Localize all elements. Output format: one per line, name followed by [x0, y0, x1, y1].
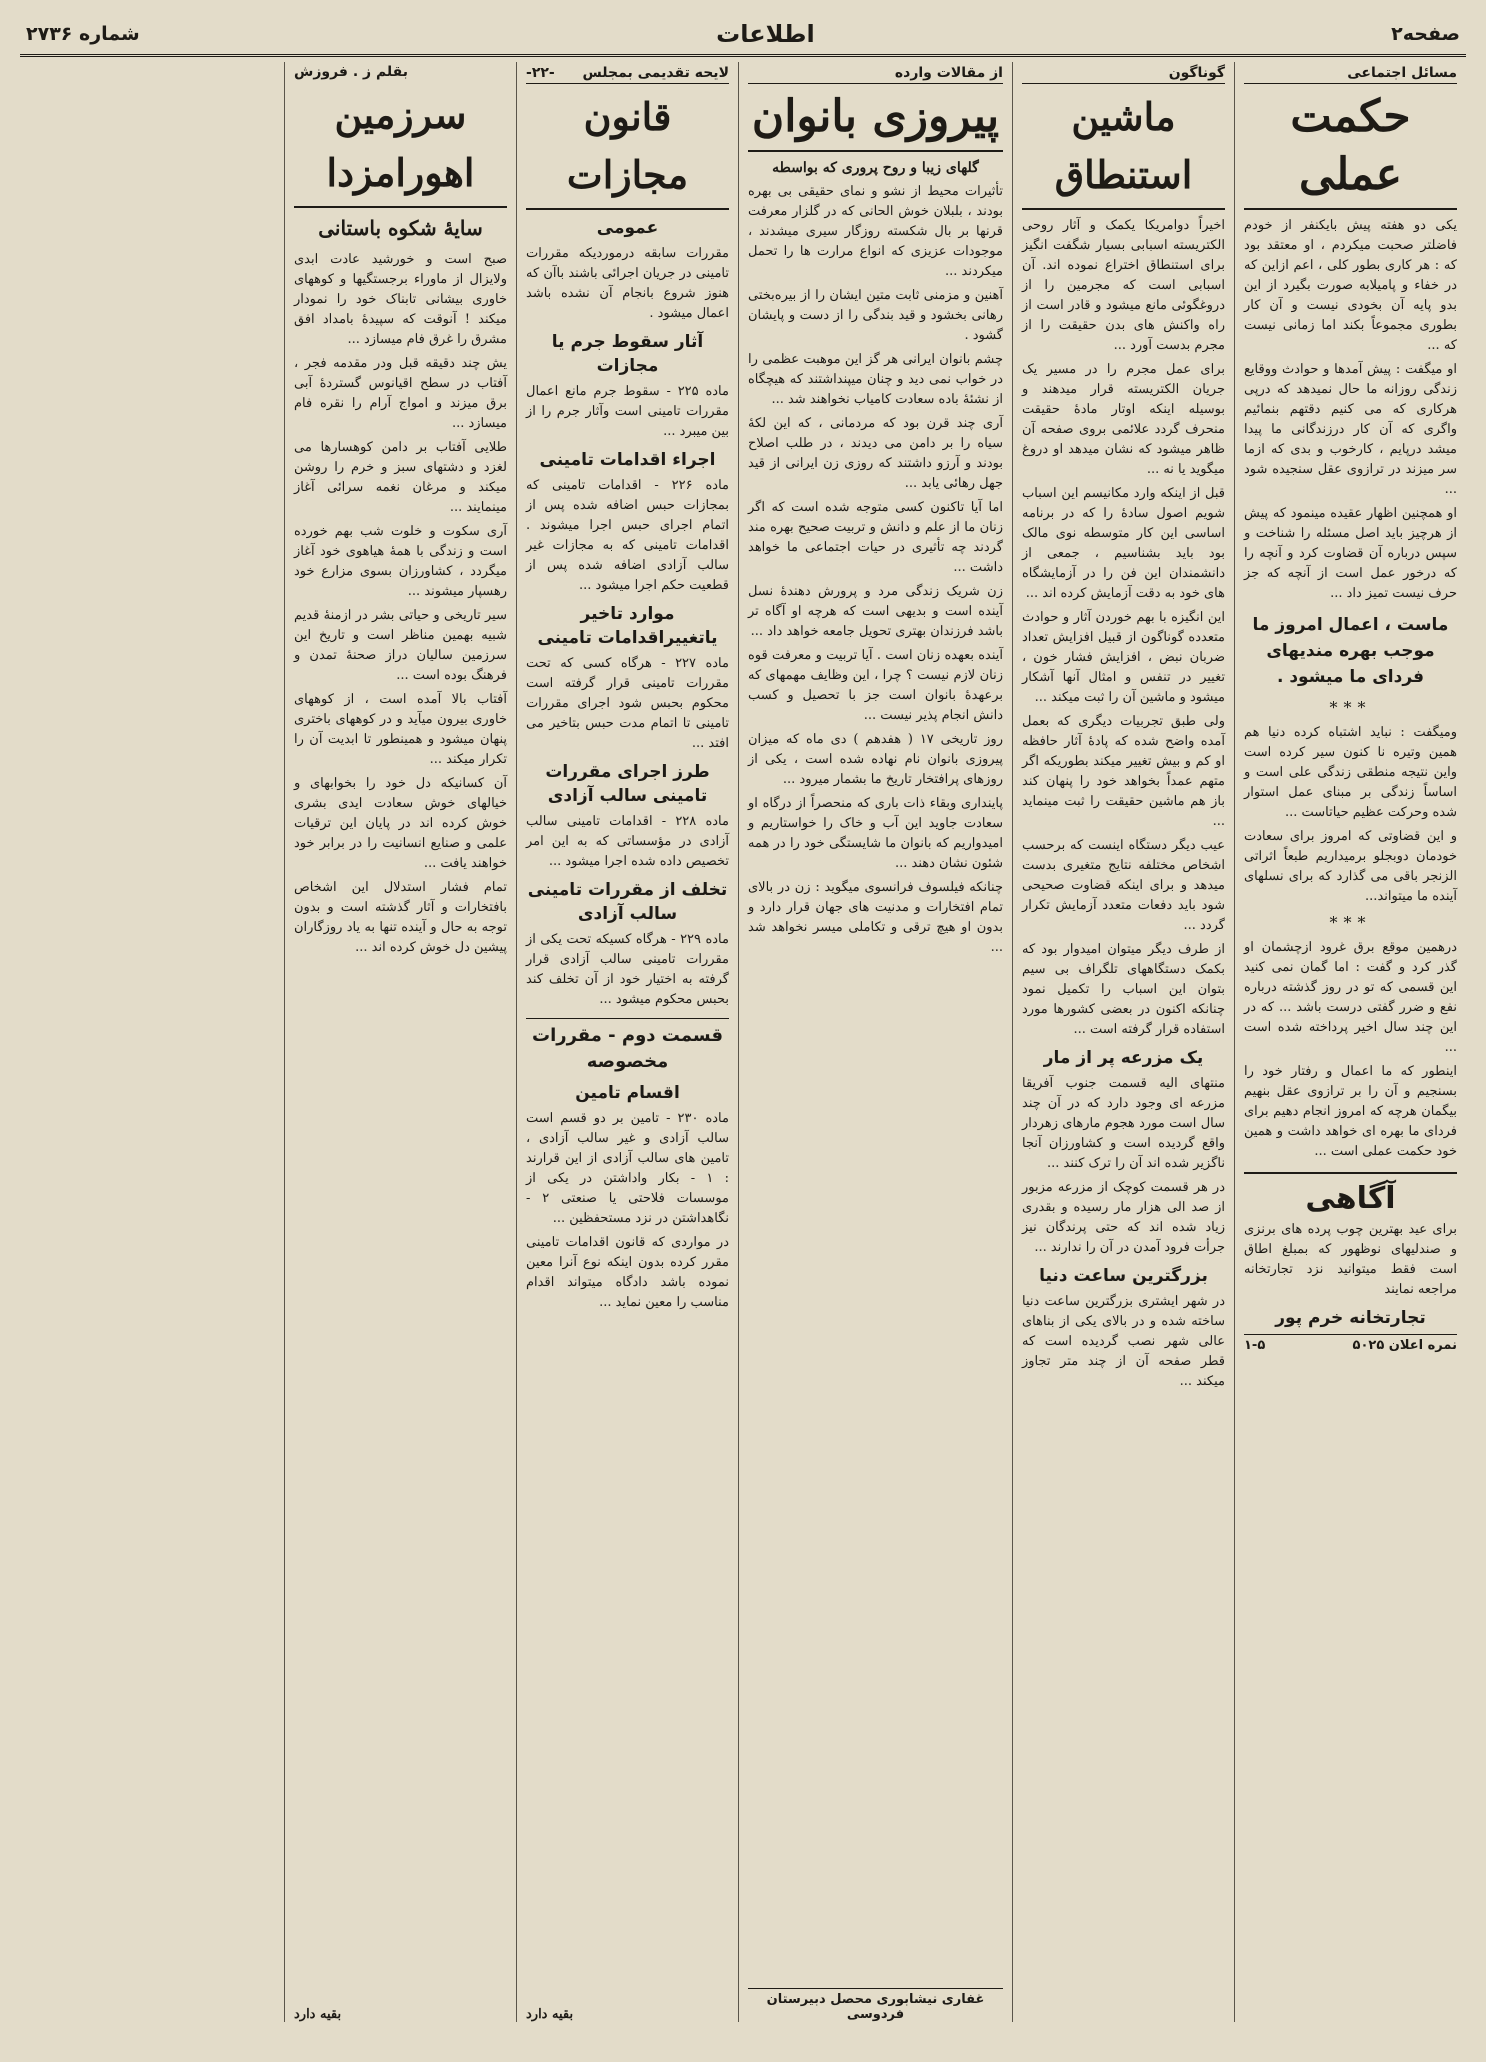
paragraph: ماده ۲۲۶ - اقدامات تامینی که بمجازات حبس اضافه شده پس از اتمام اجرای حبس اجرا میشوند . اقدامات تامینی که به مجازات غیر سالب آزادی اضافه شده پس از قطعیت حکم اجرا میشود ... [526, 478, 729, 593]
headline-interrogation-machine: ماشین استنطاق [1022, 88, 1225, 210]
paragraph: و این قضاوتی که امروز برای سعادت خودمان دوبجلو برمیداریم طبعاً اثراتی الزنجر باقی می گذارد که برای نسلهای آینده ما میتواند... [1244, 829, 1457, 904]
paragraph: قبل از اینکه وارد مکانیسم این اسباب شویم اصول سادهٔ را که در برنامه اساسی این کار متوسطه نوی مالک بود باید بشناسیم ، جمعی از دانشمندان این فن را در آزمایشگاه های خود به دقت آزمایش کرده اند ... [1022, 486, 1225, 601]
paragraph: یش چند دقیقه قبل ودر مقدمه فجر ، آفتاب در سطح اقیانوس گستردهٔ آبی برق میزند و امواج آرام را نقره فام میسازد ... [294, 356, 507, 431]
paragraph: برای عمل مجرم را در مسیر یک جریان الکتریسته قرار میدهند و بوسیله اینکه اوتار مادهٔ حقیقت منحرف گردد علائمی بروی صفحه آن ظاهر میشود که نشان میدهد او دروغ میگوید یا نه ... [1022, 362, 1225, 477]
notice-number: نمره اعلان ۵۰۲۵ [1352, 1338, 1457, 1353]
column-women-victory [738, 62, 1012, 2022]
paragraph: او همچنین اظهار عقیده مینمود که پیش از هرچیز باید اصل مسئله را شناخت و سپس درباره آن قضاوت کرد و آنچه را که درخور عمل است از آنچه که جز حرف نیست تمیز داد ... [1244, 506, 1457, 601]
article-subtitle: سایهٔ شکوه باستانی [318, 216, 483, 240]
subheading-biggest-clock: بزرگترین ساعت دنیا [1039, 1266, 1208, 1286]
paper-name: اطلاعات [716, 20, 815, 48]
paragraph: روز تاریخی ۱۷ ( هفدهم ) دی ماه که میزان پیروزی بانوان نام نهاده شده است ، یکی از روزهای پرافتخار تاریخ ما بشمار میرود ... [748, 732, 1003, 787]
paragraph: آن کسانیکه دل خود را بخوابهای و خیالهای خوش سعادت ایدی بشری خوش کرده اند در پایان این ترقیات علمی و صنایع انسانیت را در برابر خود خواهند یافت ... [294, 776, 507, 871]
column-penal-code [516, 62, 738, 2022]
paragraph: ماده ۲۲۸ - اقدامات تامینی سالب آزادی در مؤسساتی که به این امر تخصیص داده شده اجرا میشود ... [526, 814, 729, 869]
notice-text: برای عید بهترین چوب پرده های برنزی و صندلیهای نوظهور که بمبلغ اطاق است فقط میتوانید نزد تجارتخانه مراجعه نمایند [1244, 1222, 1457, 1297]
paragraph: صبح است و خورشید عادت ابدی ولایزال از ماوراء برجستگیها و کوههای خاوری بیشانی تابناک خود را نمودار میکند ! آنوقت که سپیدهٔ بامداد افق مشرق را غرق فام میسازد ... [294, 252, 507, 347]
section-kicker: از مقالات وارده [748, 62, 1003, 84]
paragraph: مقررات سابقه درموردیکه مقررات تامینی در جریان اجرائی باشند باآن که هنوز شروع بانجام آن نشده باشد اعمال میشود . [526, 246, 729, 321]
paragraph: چنانکه فیلسوف فرانسوی میگوید : زن در بالای تمام افتخارات و مدنیت های جهان قرار دارد و بدون او هیچ ترقی و تکاملی میسر نخواهد شد ... [748, 880, 1003, 955]
section-kicker: گوناگون [1022, 62, 1225, 84]
notice-company: تجارتخانه خرم پور [1275, 1308, 1426, 1328]
section-heading: تخلف از مقررات تامینی سالب آزادی [527, 880, 728, 924]
paragraph: تأثیرات محیط از نشو و نمای حقیقی بی بهره بودند ، بلبلان خوش الحانی که در گلزار معرفت قرنها بر بال شکسته روزگار سیری میشدند ، موجودات عزیزی که انواع مرارت ها را تحمل میکردند ... [748, 184, 1003, 279]
paragraph: این انگیزه با بهم خوردن آثار و حوادث متعدده گوناگون از قبیل افزایش تعداد ضربان نبض ، افزایش فشار خون ، تغییر در تنفس و امثال آنها آشکار میشود و ماشین آن را ثبت میکند ... [1022, 610, 1225, 705]
continued-note: بقیه دارد [294, 2007, 342, 2022]
paragraph: چشم بانوان ایرانی هر گز این موهبت عظمی را در خواب نمی دید و چنان میپنداشتند که هیچگاه از نشئهٔ باده سعادت کامیاب نخواهند شد ... [748, 352, 1003, 407]
section-kicker [526, 62, 729, 84]
headline-penal-code: قانون مجازات [526, 88, 729, 210]
pull-quote: ماست ، اعمال امروز ما موجب بهره مندیهای فردای ما میشود . [1252, 615, 1449, 687]
kicker-number: -۲۲- [526, 65, 555, 81]
paragraph: یکی دو هفته پیش بایکنفر از خودم فاضلتر صحبت میکردم ، او معتقد بود که : هر کاری بطور کلی ، اعم ازاین که در خفاء و پامیلابه صورت بگیرد از این بدو پایه آن بخودی نیست و آن کار بطوری مجموعاً بکند اما زمانی نیست که ... [1244, 218, 1457, 353]
headline-land-of-ahura: سرزمین اهورامزدا [294, 86, 507, 208]
notice-code: ۱-۵ [1244, 1338, 1266, 1353]
paragraph: در هر قسمت کوچک از مزرعه مزبور از صد الی هزار مار رسیده و بقدری زیاد شده اند که حتی پرندگان نیز جرأت فرود آمدن در آن را ندارند ... [1022, 1180, 1225, 1255]
columns [20, 62, 1466, 2022]
section-kicker: مسائل اجتماعی [1244, 62, 1457, 84]
paragraph: آهنین و مزمنی ثابت متین ایشان را از بیره‌بختی رهانی بخشود و قید بندگی را از دست و پایشان گشود . [748, 288, 1003, 343]
masthead [20, 14, 1466, 57]
paragraph: اخیراً دوامریکا یکمک و آثار روحی الکتریسته اسبابی بسیار شگفت انگیز برای استنطاق اختراع نموده اند. آن اسبابی است که مجرمین را از دروغگوئی مانع میشود و قادر است از راه واکنش های بدن حقیقت را از مجرم بدست آورد ... [1022, 218, 1225, 353]
paragraph: ماده ۲۳۰ - تامین بر دو قسم است سالب آزادی و غیر سالب آزادی ، تامین های سالب آزادی از این قرارند : ۱ - بکار واداشتن در یکی از موسسات فلاحتی یا صنعتی ۲ - نگاهداشتن در نزد مستحفظین ... [526, 1111, 730, 1226]
paragraph: ماده ۲۲۵ - سقوط جرم مانع اعمال مقررات تامینی است وآثار جرم را از بین میبرد ... [526, 384, 729, 439]
notice-title: آگاهی [1244, 1172, 1457, 1220]
page-label: صفحه۲ [1391, 23, 1460, 45]
newspaper-page [20, 14, 1466, 2022]
paragraph: عیب دیگر دستگاه اینست که برحسب اشخاص مختلفه نتایج متغیری بدست میدهد و برای اینکه قضاوت صحیحی شود باید دفعات متعدد آزمایش تکرار گردد ... [1022, 838, 1225, 933]
paragraph: در شهر ایشتری بزرگترین ساعت دنیا ساخته شده و در بالای یکی از بناهای عالی شهر نصب گردیده است که قطر صفحه آن از چند متر تجاوز میکند ... [1022, 1294, 1225, 1389]
paragraph: پاینداری وبقاء ذات باری که منحصراً از درگاه او سعادت جاوید این آب و خاک را خواستاریم و امیدواریم که بانوان ما شایستگی خود را در همه شئون نشان دهند ... [748, 796, 1003, 871]
separator-stars: *** [1329, 913, 1372, 932]
paragraph: اینطور که ما اعمال و رفتار خود را بسنجیم و آن را بر ترازوی عقل بنهیم بیگمان هرچه که امروز انجام دهیم برای فردای ما بهره ای خواهد داشت و همین خود حکمت عملی است ... [1244, 1064, 1457, 1159]
author-signature: غفاری نیشابوری محصل دبیرستان فردوسی [748, 1988, 1003, 2022]
paragraph: سیر تاریخی و حیاتی بشر در ازمنهٔ قدیم شبیه بهمین مناظر است و تاریخ این سرزمین سالیان دراز صحنهٔ تمدن و فرهنگ بوده است ... [294, 608, 507, 683]
paragraph: آفتاب بالا آمده است ، از کوههای خاوری بیرون میآید و در کوههای باختری پنهان میشود و همینطور تا ابدیت آن را تکرار میکند ... [294, 692, 507, 767]
paragraph: در مواردی که قانون اقدامات تامینی مقرر کرده بدون اینکه نوع آنرا معین نموده باشد دادگاه میتواند اقدام مناسب را معین نماید ... [526, 1235, 729, 1310]
continued-note: بقیه دارد [526, 2007, 574, 2022]
part-heading: قسمت دوم - مقررات مخصوصه [526, 1018, 729, 1075]
column-interrogation-machine [1012, 62, 1234, 2022]
paragraph: آری سکوت و خلوت شب بهم خورده است و زندگی با همهٔ هیاهوی خود آغاز میگردد ، کشاورزان بسوی مزارع خود رهسپار میشوند ... [294, 524, 507, 599]
kicker-title: لایحه تقدیمی بمجلس [582, 65, 729, 81]
column-land-of-ahura [284, 62, 516, 2022]
separator-stars: *** [1329, 698, 1372, 717]
paragraph: او میگفت : پیش آمدها و حوادث ووقایع زندگی روزانه ما حال نمیدهد که درپی هرکاری که می کنیم دقتهم بنمائیم واگری که آن کار درزندگانی ما پیدا میشد درپایم ، کارخوب و بدی که ازما سر میزند در ترازوی عقل سنجیده شود ... [1244, 362, 1457, 497]
headline-women-victory: پیروزی بانوان [748, 88, 1003, 152]
notice-footer [1244, 1334, 1457, 1353]
issue-label: شماره ۲۷۳۶ [26, 23, 140, 45]
paragraph: ماده ۲۲۹ - هرگاه کسیکه تحت یکی از مقررات تامینی سالب آزادی قرار گرفته به اختیار خود از آن تخلف کند بحبس محکوم میشود ... [526, 932, 729, 1007]
headline-practical-wisdom: حکمت عملی [1244, 88, 1457, 210]
subheading-general: عمومی [596, 218, 659, 238]
section-heading: طرز اجرای مقررات تامینی سالب آزادی [545, 762, 710, 806]
column-practical-wisdom [1234, 62, 1466, 2022]
paragraph: ولی طبق تجربیات دیگری که بعمل آمده واضح شده که پادهٔ آثار حافظه او کم و بیش تغییر میکند بطوریکه اگر متهم عمداً بخواهد خود را پنهان کند باز هم ماشین حقیقت را ثبت مینماید ... [1022, 714, 1225, 829]
paragraph: ومیگفت : نباید اشتباه کرده دنیا هم همین وتیره نا کنون سیر کرده است واین نتیجه منطقی زندگی علی است و اساساً زندگی بر مبنای عمل استوار شده وحرکت عظیم حیاتاست ... [1244, 725, 1457, 820]
subheading-snake-farm: یک مزرعه پر از مار [1043, 1048, 1204, 1068]
section-heading: اجراء اقدامات تامینی [539, 450, 716, 470]
paragraph: طلایی آفتاب بر دامن کوهسارها می لغزد و دشتهای سبز و خرم را روشن میکند و مرغان نغمه سرائی آغاز مینمایند ... [294, 440, 507, 515]
paragraph: از طرف دیگر میتوان امیدوار بود که بکمک دستگاههای تلگراف بی سیم بتوان این اسباب را تکمیل نمود چنانکه اکنون در بعضی کشورها مورد استفاده قرار گرفته است ... [1022, 942, 1225, 1037]
paragraph: اما آیا تاکنون کسی متوجه شده است که اگر زنان ما از علم و دانش و تربیت صحیح بهره مند گردند چه تأثیری در حیات اجتماعی ما خواهد داشت ... [748, 500, 1003, 575]
paragraph: آری چند قرن بود که مردمانی ، که این لکهٔ سیاه را بر دامن می دیدند ، در طلب اصلاح بودند و آرزو داشتند که روزی زن ایرانی از قید جهل رهائی یابد ... [748, 416, 1003, 491]
article-deck: گلهای زیبا و روح پروری که بواسطه [772, 160, 979, 176]
paragraph: ماده ۲۲۷ - هرگاه کسی که تحت مقررات تامینی قرار گرفته است محکوم بحبس شود اجرای مقررات تامینی تا اتمام مدت حبس بتاخیر می افتد ... [526, 656, 729, 751]
paragraph: تمام فشار استدلال این اشخاص بافتخارات و آثار گذشته است و بدون توجه به حال و آینده تنها به یاد روزگاران پیشین دل خوش کرده اند ... [294, 880, 507, 955]
section-heading: آثار سقوط جرم یا مجازات [551, 332, 704, 376]
section-heading: موارد تاخیر یاتغییراقدامات تامینی [537, 604, 718, 648]
paragraph: آینده بعهده زنان است . آیا تربیت و معرفت قوه زنان لازم نیست ؟ چرا ، این وظایف مهمهای که برعهدهٔ بانوان است جز با تحصیل و کسب دانش انجام پذیر نیست ... [748, 648, 1003, 723]
section-heading: اقسام تامین [575, 1083, 680, 1103]
paragraph: زن شریک زندگی مرد و پرورش دهندهٔ نسل آینده است و بدیهی است که هرچه او آگاه تر باشد فرزندان بهتری تحویل جامعه خواهد داد ... [748, 584, 1003, 639]
paragraph: منتهای الیه قسمت جنوب آفریقا مزرعه ای وجود دارد که در آن چند سال است مورد هجوم مارهای زهردار واقع گردیده است و کشاورزان آنجا ناگزیر شده اند آن را ترک کنند ... [1022, 1076, 1225, 1171]
byline: بقلم ز . فروزش [294, 64, 408, 80]
paragraph: درهمین موقع برق غرود ازچشمان او گذر کرد و گفت : اما گمان نمی کنید این قسمی که تو در روز گذشته درباره نفع و ضرر گفتی درست باشد ... که در این چند سال اخیر پرداخته شده است ... [1244, 940, 1457, 1055]
